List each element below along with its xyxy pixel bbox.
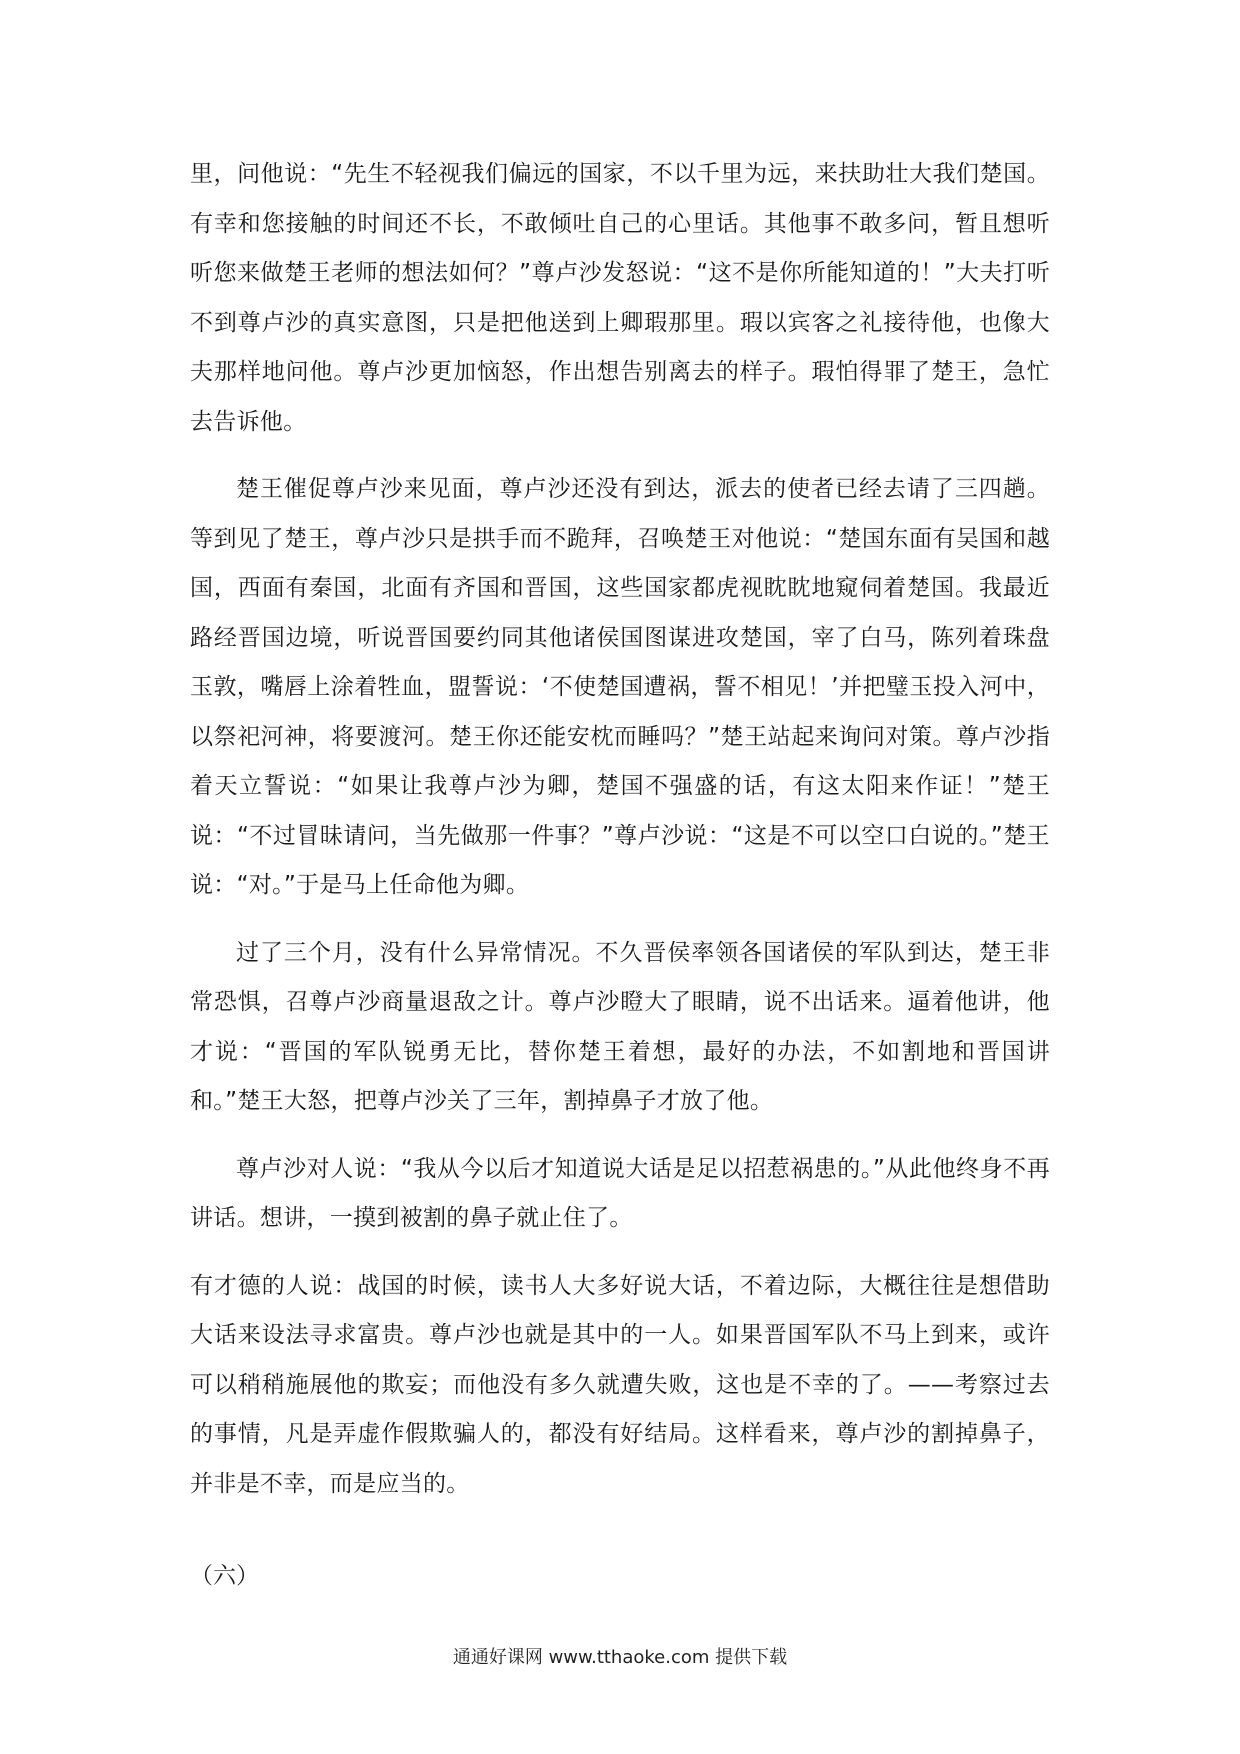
paragraph-2: 楚王催促尊卢沙来见面，尊卢沙还没有到达，派去的使者已经去请了三四趟。等到见了楚王，尊卢沙只是拱手而不跪拜，召唤楚王对他说：“楚国东面有吴国和越国，西面有秦国，北面有齐国和晋国，这些国家都虎视眈眈地窥伺着楚国。我最近路经晋国边境，听说晋国要约同其他诸侯国图谋进攻楚国，宰了白马，陈列着珠盘玉敦，嘴唇上涂着牲血，盟誓说：‘不使楚国遭祸，誓不相见！’并把璧玉投入河中，以祭祀河神，将要渡河。楚王你还能安枕而睡吗？”楚王站起来询问对策。尊卢沙指着天立誓说：“如果让我尊卢沙为卿，楚国不强盛的话，有这太阳来作证！”楚王说：“不过冒昧请问，当先做那一件事？”尊卢沙说：“这是不可以空口白说的。”楚王说：“对。”于是马上任命他为卿。: [190, 476, 1050, 898]
section-marker: （六）: [190, 1563, 259, 1589]
paragraph-5: 有才德的人说：战国的时候，读书人大多好说大话，不着边际，大概往往是想借助大话来设法寻求富贵。尊卢沙也就是其中的一人。如果晋国军队不马上到来，或许可以稍稍施展他的欺妄；而他没有多久就遭失败，这也是不幸的了。——考察过去的事情，凡是弄虚作假欺骗人的，都没有好结局。这样看来，尊卢沙的割掉鼻子，并非是不幸，而是应当的。: [190, 1272, 1050, 1497]
paragraph-4: 尊卢沙对人说：“我从今以后才知道说大话是足以招惹祸患的。”从此他终身不再讲话。想讲，一摸到被割的鼻子就止住了。: [190, 1155, 1050, 1231]
page-footer: 通通好课网 www.tthaoke.com 提供下载: [452, 1647, 788, 1668]
paragraph-1: 里，问他说：“先生不轻视我们偏远的国家，不以千里为远，来扶助壮大我们楚国。有幸和您接触的时间还不长，不敢倾吐自己的心里话。其他事不敢多问，暂且想听听您来做楚王老师的想法如何？”尊卢沙发怒说：“这不是你所能知道的！”大夫打听不到尊卢沙的真实意图，只是把他送到上卿瑕那里。瑕以宾客之礼接待他，也像大夫那样地问他。尊卢沙更加恼怒，作出想告别离去的样子。瑕怕得罪了楚王，急忙去告诉他。: [190, 161, 1050, 435]
paragraph-3: 过了三个月，没有什么异常情况。不久晋侯率领各国诸侯的军队到达，楚王非常恐惧，召尊卢沙商量退敌之计。尊卢沙瞪大了眼睛，说不出话来。逼着他讲，他才说：“晋国的军队锐勇无比，替你楚王着想，最好的办法，不如割地和晋国讲和。”楚王大怒，把尊卢沙关了三年，割掉鼻子才放了他。: [190, 939, 1050, 1114]
document-body: [190, 150, 1050, 1527]
